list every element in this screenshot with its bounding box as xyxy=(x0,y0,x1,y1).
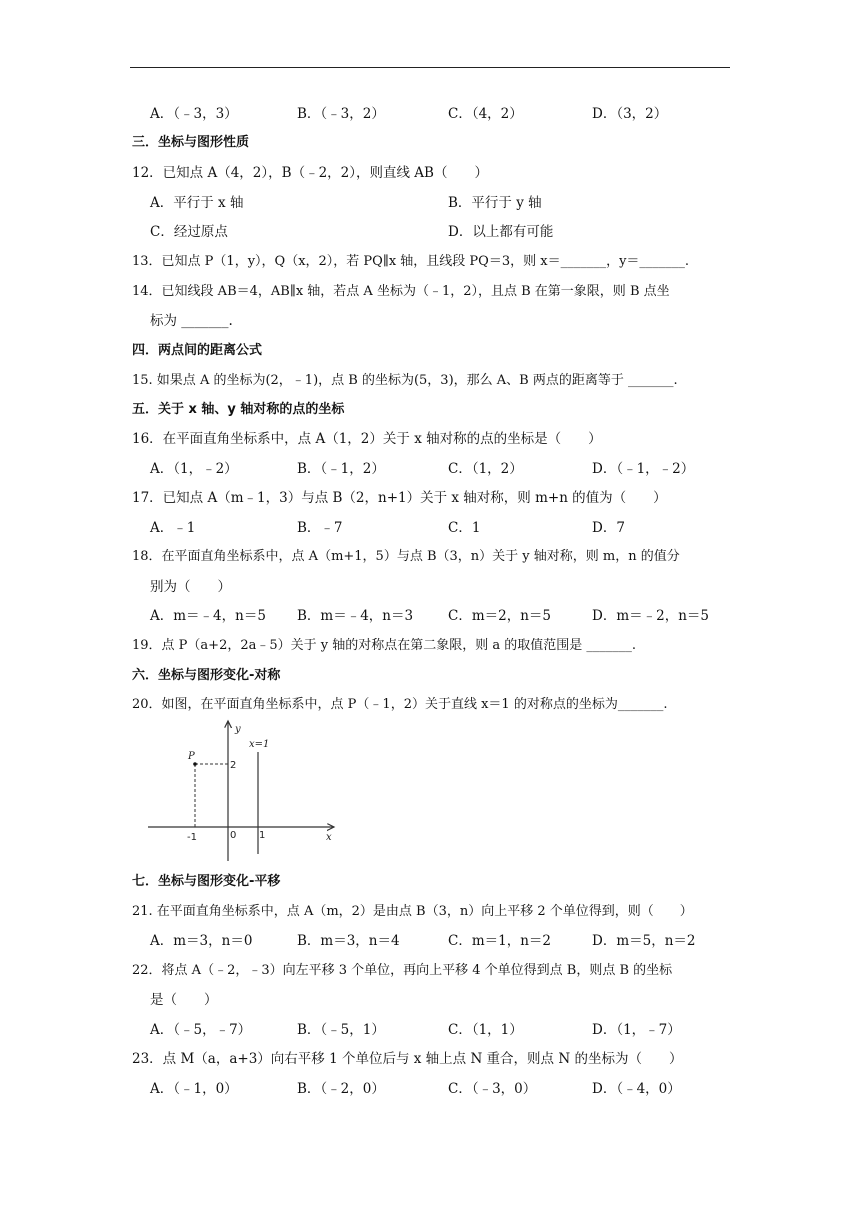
section-heading-4: 四．两点间的距离公式 xyxy=(132,343,263,358)
question-20: 20．如图，在平面直角坐标系中，点 P（﹣1，2）关于直线 x＝1 的对称点的坐标为_______. xyxy=(132,697,668,712)
q16-option-b: B．（﹣1，2） xyxy=(297,461,385,477)
tick-label-2: 2 xyxy=(230,760,237,771)
point-p xyxy=(193,762,197,766)
section-heading-6: 六．坐标与图形变化-对称 xyxy=(132,668,281,683)
coordinate-figure xyxy=(146,716,346,864)
q12-option-d: D．以上都有可能 xyxy=(448,224,554,240)
q22-option-c: C．（1，1） xyxy=(448,1022,523,1038)
question-15: 15. 如果点 A 的坐标为(2，﹣1)，点 B 的坐标为(5，3)，那么 A、B 两点的距离等于 _______. xyxy=(132,373,678,388)
q12-option-a: A．平行于 x 轴 xyxy=(150,195,244,211)
q17-option-c: C．1 xyxy=(448,520,481,536)
q17-option-d: D．7 xyxy=(592,520,625,536)
question-13: 13．已知点 P（1，y），Q（x，2），若 PQ∥x 轴，且线段 PQ＝3，则 x＝_______，y＝_______. xyxy=(132,254,690,269)
question-14-line-2: 标为 _______. xyxy=(150,313,233,329)
q23-option-b: B．（﹣2，0） xyxy=(297,1081,385,1097)
point-p-label: P xyxy=(188,751,195,762)
line-label: x=1 xyxy=(249,739,270,750)
q23-option-d: D．（﹣4，0） xyxy=(592,1081,681,1097)
question-18-line-2: 别为（ ） xyxy=(150,579,231,595)
q21-option-c: C．m＝1，n＝2 xyxy=(448,933,552,949)
q16-option-d: D．（﹣1，﹣2） xyxy=(592,461,695,477)
q11-option-d: D．（3，2） xyxy=(592,106,668,122)
x-axis-label: x xyxy=(326,832,332,843)
tick-label-1: 1 xyxy=(259,830,266,841)
q18-option-b: B．m＝﹣4，n＝3 xyxy=(297,608,414,624)
q17-option-b: B．﹣7 xyxy=(297,520,343,536)
section-heading-7: 七．坐标与图形变化-平移 xyxy=(132,874,281,889)
y-axis-label: y xyxy=(235,724,241,735)
question-12: 12．已知点 A（4，2），B（﹣2，2），则直线 AB（ ） xyxy=(132,165,488,181)
q17-option-a: A．﹣1 xyxy=(150,520,196,536)
q16-option-a: A．（1，﹣2） xyxy=(150,461,238,477)
q18-option-a: A．m＝﹣4，n＝5 xyxy=(150,608,266,624)
question-23: 23．点 M（a，a+3）向右平移 1 个单位后与 x 轴上点 N 重合，则点 N 的坐标为（ ） xyxy=(132,1051,683,1067)
q18-option-d: D．m＝﹣2，n＝5 xyxy=(592,608,709,624)
q22-option-d: D．（1，﹣7） xyxy=(592,1022,681,1038)
q12-option-c: C．经过原点 xyxy=(150,224,228,240)
q23-option-a: A．（﹣1，0） xyxy=(150,1081,238,1097)
question-18-line-1: 18．在平面直角坐标系中，点 A（m+1，5）与点 B（3，n）关于 y 轴对称，则 m，n 的值分 xyxy=(132,549,680,564)
question-16: 16．在平面直角坐标系中，点 A（1，2）关于 x 轴对称的点的坐标是（ ） xyxy=(132,431,602,447)
q22-option-b: B．（﹣5，1） xyxy=(297,1022,385,1038)
q11-option-a: A．（﹣3，3） xyxy=(150,106,238,122)
section-heading-5: 五．关于 x 轴、y 轴对称的点的坐标 xyxy=(132,402,345,417)
tick-label-0: 0 xyxy=(230,830,237,841)
question-21: 21. 在平面直角坐标系中，点 A（m，2）是由点 B（3，n）向上平移 2 个单位得到，则（ ） xyxy=(132,904,693,919)
question-22-line-2: 是（ ） xyxy=(150,992,218,1008)
question-14-line-1: 14．已知线段 AB＝4，AB∥x 轴，若点 A 坐标为（﹣1，2），且点 B 在第一象限，则 B 点坐 xyxy=(132,284,670,299)
q21-option-b: B．m＝3，n＝4 xyxy=(297,933,400,949)
section-heading-3: 三．坐标与图形性质 xyxy=(132,135,250,150)
q21-option-d: D．m＝5，n＝2 xyxy=(592,933,696,949)
q23-option-c: C．（﹣3，0） xyxy=(448,1081,537,1097)
q22-option-a: A．（﹣5，﹣7） xyxy=(150,1022,252,1038)
q12-option-b: B．平行于 y 轴 xyxy=(448,195,542,211)
q16-option-c: C．（1，2） xyxy=(448,461,523,477)
q18-option-c: C．m＝2，n＝5 xyxy=(448,608,552,624)
question-19: 19．点 P（a+2，2a﹣5）关于 y 轴的对称点在第二象限，则 a 的取值范围是 _______. xyxy=(132,638,637,653)
q11-option-c: C．（4，2） xyxy=(448,106,523,122)
question-17: 17．已知点 A（m﹣1，3）与点 B（2，n+1）关于 x 轴对称，则 m+n 的值为（ ） xyxy=(132,490,667,506)
q21-option-a: A．m＝3，n＝0 xyxy=(150,933,253,949)
tick-label-neg1: -1 xyxy=(187,832,197,843)
header-rule xyxy=(130,67,730,68)
q11-option-b: B．（﹣3，2） xyxy=(297,106,385,122)
question-22-line-1: 22．将点 A（﹣2，﹣3）向左平移 3 个单位，再向上平移 4 个单位得到点 B，则点 B 的坐标 xyxy=(132,963,673,978)
